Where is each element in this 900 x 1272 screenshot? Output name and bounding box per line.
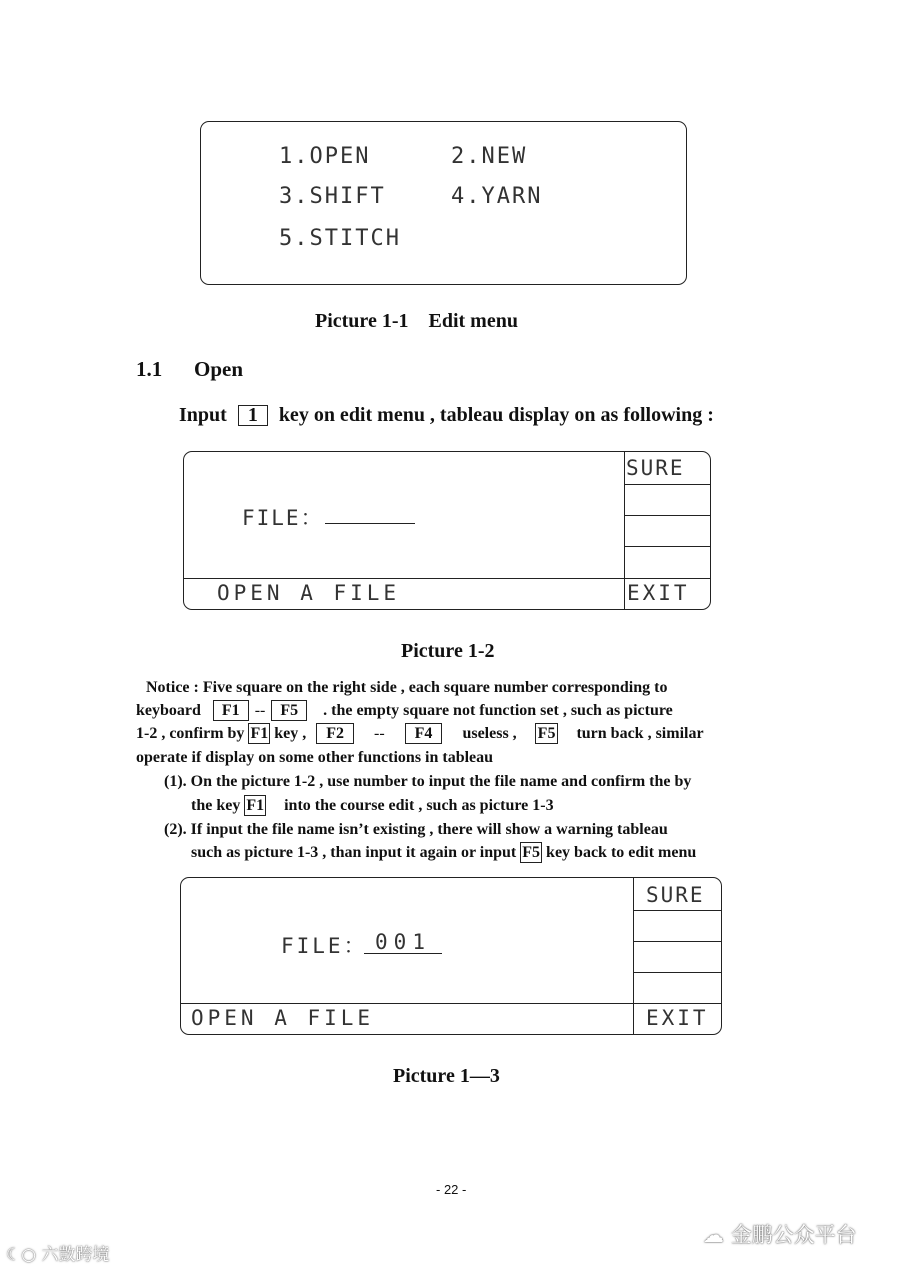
dash: -- [374, 725, 385, 742]
watermark-left [6, 1240, 109, 1265]
notice-text: turn back , similar [576, 725, 704, 742]
notice-text: keyboard [136, 702, 201, 719]
notice-text: useless , [462, 725, 517, 742]
watermark-right-text: 金鹏公众平台 [730, 1223, 857, 1247]
menu-item-new[interactable]: 2.NEW [451, 144, 528, 169]
open-file-screen-filled [180, 877, 722, 1035]
notice-line-4: operate if display on some other functions in tableau [136, 749, 494, 766]
softkey-f4[interactable] [634, 972, 722, 1003]
softkey-column [633, 878, 722, 1034]
notice-line-2 [136, 699, 673, 723]
menu-item-stitch[interactable]: 5.STITCH [279, 226, 401, 251]
open-file-screen [183, 451, 711, 610]
key-f1: F1 [250, 725, 269, 742]
section-number: 1.1 [136, 357, 163, 381]
softkey-f1-sure[interactable]: SURE [646, 883, 705, 907]
notice-text: . the empty square not function set , such as picture [323, 702, 673, 719]
caption-picture-1-3: Picture 1—3 [393, 1065, 500, 1087]
instruction-prefix: Input [179, 404, 227, 426]
key-1: 1 [238, 405, 268, 426]
softkey-f2[interactable] [625, 484, 711, 515]
menu-item-shift[interactable]: 3.SHIFT [279, 184, 386, 209]
instruction-line [179, 404, 714, 427]
file-field-label: FILE： [281, 934, 368, 958]
page-number: - 22 - [436, 1182, 467, 1197]
instruction-suffix: key on edit menu , tableau display on as following : [278, 404, 714, 426]
menu-item-open[interactable]: 1.OPEN [279, 144, 371, 169]
notice-item-2-cont [191, 841, 696, 865]
file-name-input[interactable]: 001 [364, 930, 442, 954]
status-text: OPEN A FILE [191, 1006, 375, 1030]
status-divider [184, 578, 624, 579]
caption-picture-1-2: Picture 1-2 [401, 640, 495, 662]
caption-picture-1-1: Picture 1-1 Edit menu [315, 310, 518, 332]
notice-text: key , [274, 725, 307, 742]
softkey-column [624, 452, 711, 609]
softkey-f5-exit[interactable] [634, 1003, 722, 1034]
status-divider [181, 1003, 633, 1004]
softkey-f5-exit[interactable] [625, 578, 711, 609]
watermark-right [703, 1219, 857, 1249]
watermark-left-text: 六敳跨境 [41, 1245, 110, 1265]
softkey-f5-label: EXIT [627, 581, 690, 605]
softkey-f5-label: EXIT [646, 1006, 709, 1030]
notice-line-1: Notice : Five square on the right side , each square number corresponding to [146, 679, 668, 696]
notice-item-1-cont [191, 794, 554, 818]
notice-text: such as picture 1-3 , than input it again or input [191, 844, 517, 861]
key-f5: F5 [271, 700, 307, 721]
softkey-f2[interactable] [634, 910, 722, 941]
key-f1: F1 [246, 797, 265, 814]
section-title: Open [194, 357, 244, 381]
key-f5: F5 [522, 844, 541, 861]
key-f4: F4 [405, 723, 443, 744]
softkey-f4[interactable] [625, 546, 711, 578]
notice-line-3 [136, 722, 704, 746]
notice-text: key back to edit menu [546, 844, 697, 861]
file-name-input[interactable] [325, 502, 415, 524]
notice-item-2: (2). If input the file name isn’t existing , there will show a warning tableau [164, 821, 668, 838]
key-f2: F2 [316, 723, 354, 744]
key-f5: F5 [535, 723, 559, 744]
notice-item-1: (1). On the picture 1-2 , use number to input the file name and confirm the by [164, 773, 692, 790]
key-f1: F1 [213, 700, 249, 721]
edit-menu-screen [200, 121, 687, 285]
dash: -- [254, 702, 266, 719]
menu-item-yarn[interactable]: 4.YARN [451, 184, 543, 209]
notice-text: the key [191, 797, 241, 814]
softkey-f3[interactable] [625, 515, 711, 546]
file-field-label: FILE： [242, 506, 324, 530]
watermark-left-icon: ☾○ [6, 1245, 37, 1265]
notice-text: 1-2 , confirm by [136, 725, 245, 742]
wechat-icon: ☁ [703, 1223, 724, 1247]
notice-text: into the course edit , such as picture 1-3 [284, 797, 554, 814]
softkey-f1-sure[interactable]: SURE [626, 456, 685, 480]
softkey-f3[interactable] [634, 941, 722, 972]
status-text: OPEN A FILE [217, 581, 401, 605]
